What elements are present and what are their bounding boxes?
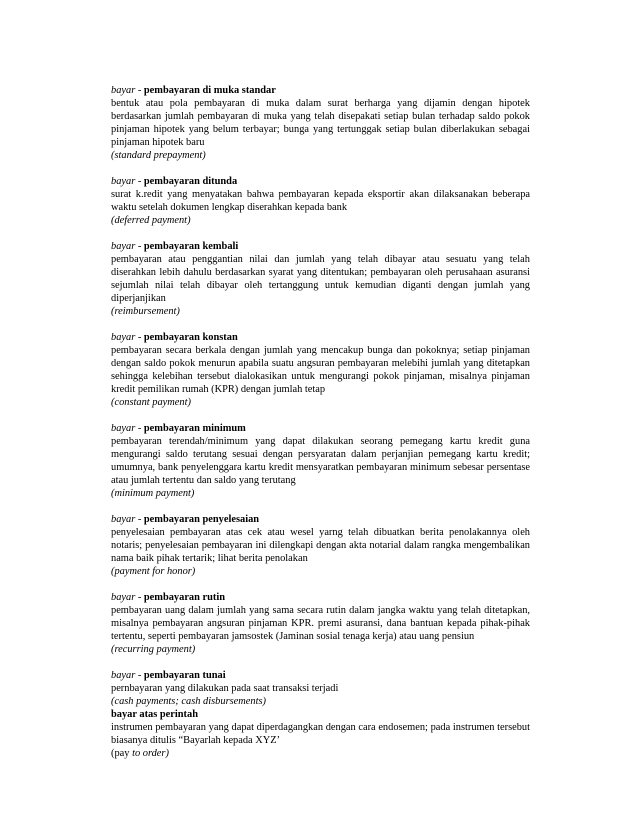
entry-definition: bentuk atau pola pembayaran di muka dalam surat berharga yang dijamin dengan hipotek berdasarkan jumlah pembayaran di muka yang telah disepakati setiap bulan terhadap saldo pokok pinjaman hipotek yang belum terbayar; bunga yang tertunggak setiap bulan diberlakukan sebagai pinjaman hipotek baru — [111, 98, 530, 148]
entry-definition: pernbayaran yang dilakukan pada saat transaksi terjadi — [111, 683, 339, 694]
entry-definition: pembayaran terendah/minimum yang dapat dilakukan seorang pemegang kartu kredit guna mengurangi saldo terutang sesuai dengan persyaratan dalam perjanjian pemegang kartu kredit; umumnya, bank penyelenggara kartu kredit mensyaratkan pembayaran minimum sebesar persentase atau jumlah tertentu dan saldo yang terutang — [111, 436, 530, 486]
entry-english: (deferred payment) — [111, 215, 191, 226]
entry-standard-prepayment — [111, 84, 530, 162]
entry-keyword: bayar — [111, 241, 136, 252]
entry-payment-for-honor — [111, 513, 530, 578]
entry-heading: bayar - pembayaran penyelesaian — [111, 514, 260, 525]
entry-heading: bayar - pembayaran rutin — [111, 592, 226, 603]
entry-keyword: bayar — [111, 423, 136, 434]
entry-heading: bayar - pembayaran di muka standar — [111, 85, 276, 96]
entry-term: pembayaran kembali — [143, 241, 239, 252]
dictionary-page — [111, 84, 530, 760]
entry-constant-payment — [111, 331, 530, 409]
entry-term: pembayaran penyelesaian — [143, 514, 260, 525]
entry-deferred-payment — [111, 175, 530, 227]
entry-english: (cash payments; cash disbursements) — [111, 696, 266, 707]
subentry-english-rest: to order) — [129, 748, 169, 759]
entry-keyword: bayar — [111, 592, 136, 603]
entry-definition: surat k.redit yang menyatakan bahwa pembayaran kepada eksportir akan dilaksanakan beberapa waktu setelah dokumen lengkap diserahkan kepada bank — [111, 189, 530, 213]
entry-heading: bayar - pembayaran kembali — [111, 241, 239, 252]
entry-keyword: bayar — [111, 176, 136, 187]
entry-cash-payments — [111, 669, 530, 760]
entry-definition: penyelesaian pembayaran atas cek atau wesel yarng telah dibuatkan berita penolakannya oleh notaris; penyelesaian pembayaran ini dilengkapi dengan akta notarial dalam rangka mengembalikan nama baik pihak tertarik; lihat berita penolakan — [111, 527, 530, 564]
subentry-english — [111, 747, 530, 760]
entry-term: pembayaran minimum — [143, 423, 246, 434]
entry-term: pembayaran ditunda — [143, 176, 238, 187]
entry-minimum-payment — [111, 422, 530, 500]
entry-keyword: bayar — [111, 332, 136, 343]
entry-term: pembayaran di muka standar — [143, 85, 276, 96]
entry-english: (reimbursement) — [111, 306, 180, 317]
entry-definition: pembayaran atau penggantian nilai dan jumlah yang telah dibayar atau sesuatu yang telah diserahkan lebih dahulu berdasarkan syarat yang ditentukan; pembayaran oleh perusahaan asuransi sejumlah nilai telah dibayar oleh tertanggung untuk kemudian diganti dengan jumlah yang diperjanjikan — [111, 254, 530, 304]
entry-heading: bayar - pembayaran tunai — [111, 670, 226, 681]
entry-english: (minimum payment) — [111, 488, 195, 499]
entry-term: pembayaran tunai — [143, 670, 226, 681]
entry-term: pembayaran rutin — [143, 592, 226, 603]
entry-english: (payment for honor) — [111, 566, 196, 577]
entry-heading: bayar - pembayaran konstan — [111, 332, 238, 343]
entry-english: (standard prepayment) — [111, 150, 206, 161]
entry-definition: pembayaran secara berkala dengan jumlah yang mencakup bunga dan pokoknya; setiap pinjaman dengan saldo pokok menurun apabila suatu angsuran pembayaran melebihi jumlah yang ditetapkan sehingga kelebihan tersebut dialokasikan untuk mengurangi pokok pinjaman, misalnya pinjaman kredit pemilikan rumah (KPR) dengan jumlah tetap — [111, 345, 530, 395]
entry-keyword: bayar — [111, 670, 136, 681]
entry-recurring-payment — [111, 591, 530, 656]
entry-english: (constant payment) — [111, 397, 191, 408]
entry-heading: bayar - pembayaran minimum — [111, 423, 246, 434]
subentry-definition: instrumen pembayaran yang dapat diperdagangkan dengan cara endosemen; pada instrumen tersebut biasanya ditulis “Bayarlah kepada XYZ’ — [111, 722, 530, 746]
entry-reimbursement — [111, 240, 530, 318]
entry-term: pembayaran konstan — [143, 332, 238, 343]
subentry-english-open: (pay — [111, 748, 130, 759]
subentry-term: bayar atas perintah — [111, 709, 198, 720]
entry-keyword: bayar — [111, 85, 136, 96]
entry-keyword: bayar — [111, 514, 136, 525]
entry-heading: bayar - pembayaran ditunda — [111, 176, 238, 187]
entry-definition: pembayaran uang dalam jumlah yang sama secara rutin dalam jangka waktu yang telah ditetapkan, misalnya pembayaran angsuran pinjaman KPR. premi asuransi, dana bantuan kepada pihak-pihak tertentu, seperti pembayaran jamsostek (Jaminan sosial tenaga kerja) atau uang pensiun — [111, 605, 530, 642]
entry-english: (recurring payment) — [111, 644, 196, 655]
